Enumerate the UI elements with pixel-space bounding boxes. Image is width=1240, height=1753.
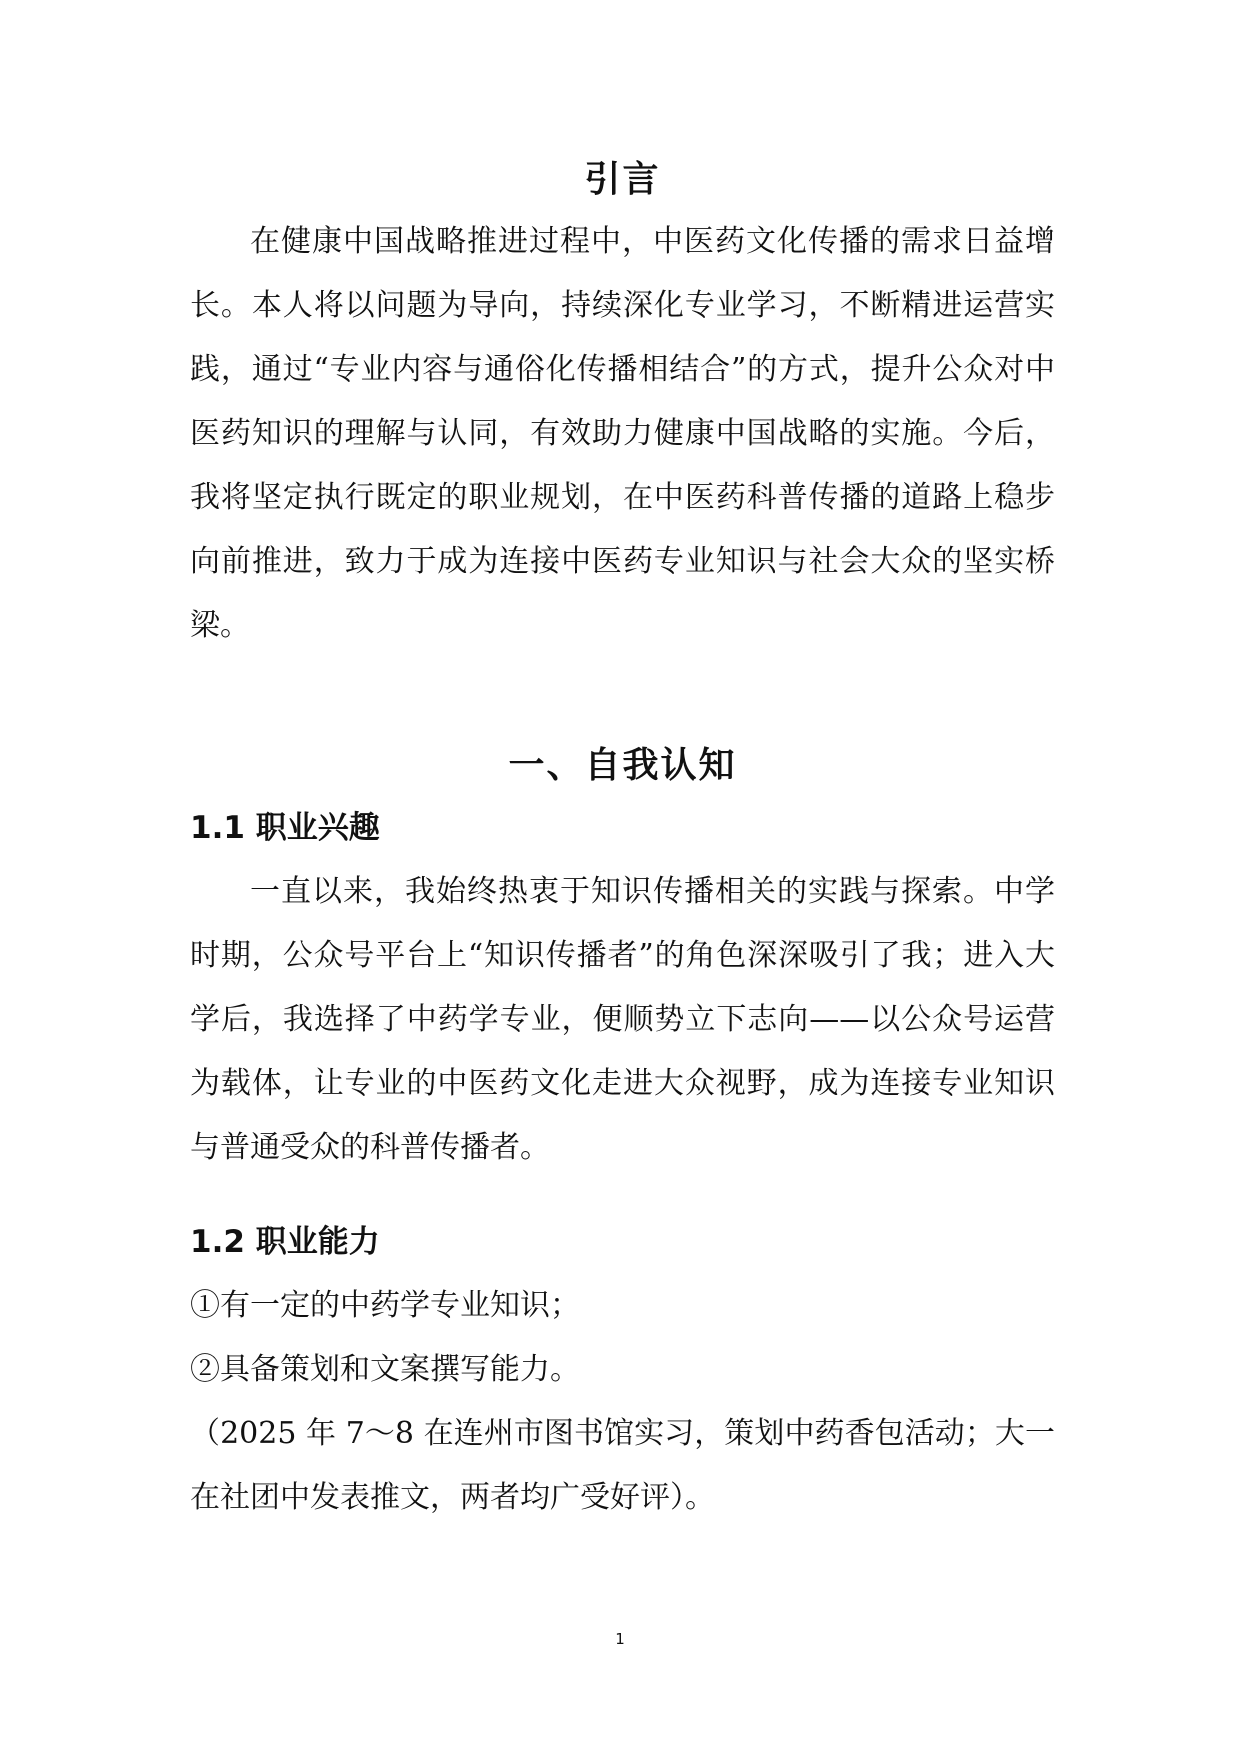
career-interest-paragraph: 一直以来，我始终热衷于知识传播相关的实践与探索。中学时期，公众号平台上“知识传播者”的角色深深吸引了我；进入大学后，我选择了中药学专业，便顺势立下志向——以公众号运营为载体，让专业的中医药文化走进大众视野，成为连接专业知识与普通受众的科普传播者。 xyxy=(190,874,1055,1165)
heading-career-interest: 1.1 职业兴趣 xyxy=(190,810,380,846)
spacer xyxy=(190,1180,1055,1210)
intro-title: 引言 xyxy=(584,159,661,200)
page-content xyxy=(190,150,1055,1530)
ability-item-1: ①有一定的中药学专业知识； xyxy=(190,1288,580,1323)
section-title-self-awareness: 一、自我认知 xyxy=(508,745,737,786)
page-number: 1 xyxy=(615,1630,625,1648)
ability-item-2: ②具备策划和文案撰写能力。 xyxy=(190,1352,580,1387)
spacer xyxy=(190,658,1055,736)
ability-note: （2025 年 7～8 在连州市图书馆实习，策划中药香包活动；大一在社团中发表推文，两者均广受好评）。 xyxy=(190,1416,1055,1515)
heading-career-ability: 1.2 职业能力 xyxy=(190,1224,380,1260)
intro-paragraph: 在健康中国战略推进过程中，中医药文化传播的需求日益增长。本人将以问题为导向，持续深化专业学习，不断精进运营实践，通过“专业内容与通俗化传播相结合”的方式，提升公众对中医药知识的理解与认同，有效助力健康中国战略的实施。今后，我将坚定执行既定的职业规划，在中医药科普传播的道路上稳步向前推进，致力于成为连接中医药专业知识与社会大众的坚实桥梁。 xyxy=(190,224,1055,643)
